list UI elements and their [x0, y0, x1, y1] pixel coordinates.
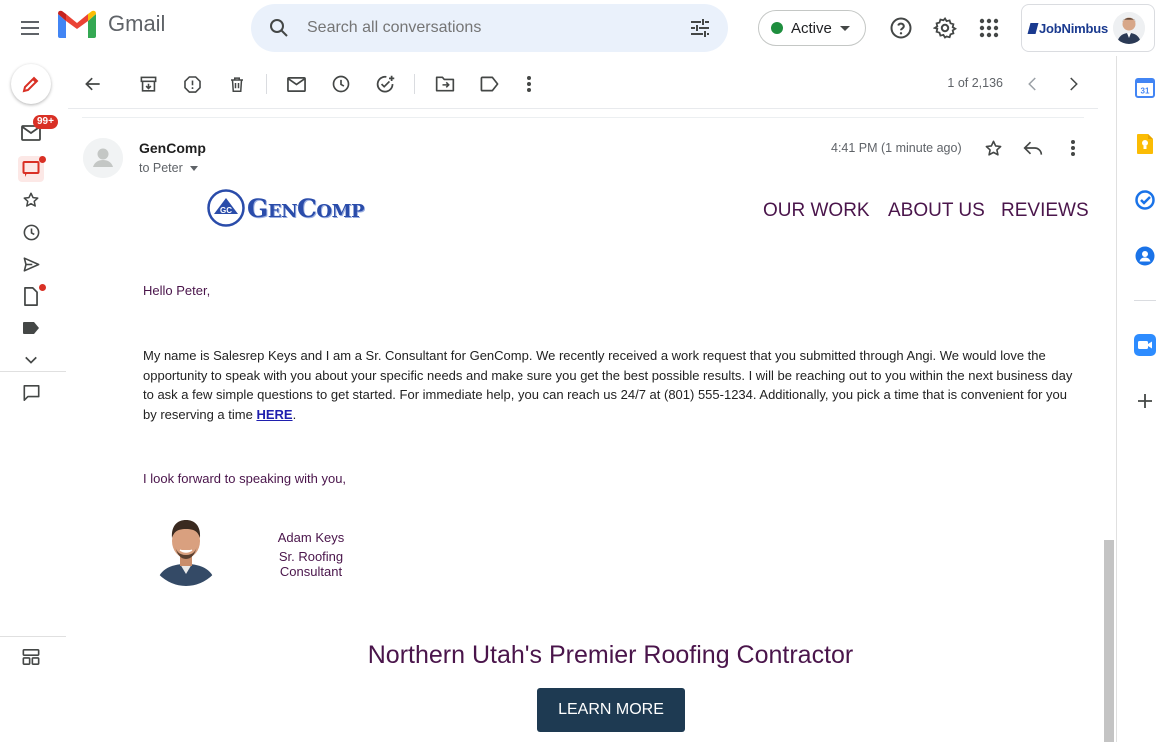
message-timestamp: 4:41 PM (1 minute ago)	[831, 141, 962, 155]
signature-title: Sr. Roofing Consultant	[278, 549, 344, 579]
account-switcher[interactable]	[1021, 4, 1155, 52]
add-to-tasks-button[interactable]	[373, 72, 397, 96]
rail-divider	[0, 636, 66, 637]
chevron-down-icon	[22, 351, 40, 369]
move-to-button[interactable]	[433, 72, 457, 96]
brand-name: GenComp	[247, 193, 365, 223]
side-contacts-button[interactable]	[1134, 245, 1156, 267]
chat-spaces-icon	[22, 160, 40, 178]
labels-button[interactable]	[477, 72, 501, 96]
mark-unread-button[interactable]	[284, 72, 308, 96]
rail-item-apps-panel[interactable]	[19, 645, 43, 669]
keep-notes-icon	[1136, 133, 1154, 155]
status-indicator	[771, 22, 783, 34]
folder-move-icon	[435, 75, 455, 93]
draft-file-icon	[22, 287, 40, 306]
contacts-icon	[1135, 246, 1155, 266]
apps-button[interactable]	[975, 14, 1003, 42]
side-panel-divider	[1134, 300, 1156, 301]
learn-more-button[interactable]: LEARN MORE	[537, 688, 685, 732]
email-tagline: Northern Utah's Premier Roofing Contractor	[367, 641, 854, 669]
more-actions-button[interactable]	[517, 72, 541, 96]
paragraph-end: .	[292, 406, 297, 422]
label-outline-icon	[480, 76, 499, 92]
rail-item-chat[interactable]	[19, 381, 43, 405]
reply-icon	[1023, 139, 1043, 157]
signature-name: Adam Keys	[277, 530, 345, 545]
message-toolbar	[68, 56, 1098, 112]
archive-icon	[139, 75, 158, 94]
email-signoff: I look forward to speaking with you,	[143, 471, 347, 486]
archive-button[interactable]	[136, 72, 160, 96]
side-tasks-button[interactable]	[1134, 189, 1156, 211]
chevron-left-icon	[1024, 75, 1042, 93]
help-button[interactable]	[887, 14, 915, 42]
search-bar[interactable]	[251, 4, 728, 52]
message-divider	[82, 117, 1084, 118]
back-button[interactable]	[81, 72, 105, 96]
scrollbar-thumb[interactable]	[1104, 540, 1114, 742]
notification-dot	[39, 284, 46, 291]
search-input[interactable]	[307, 4, 667, 52]
recipient-details[interactable]	[139, 161, 198, 175]
email-greeting: Hello Peter,	[143, 283, 211, 298]
add-task-icon	[375, 74, 396, 95]
reserve-time-link[interactable]: HERE	[256, 406, 293, 422]
more-vert-icon	[1070, 139, 1076, 157]
newer-button[interactable]	[1021, 72, 1045, 96]
delete-button[interactable]	[225, 72, 249, 96]
side-keep-button[interactable]	[1134, 133, 1156, 155]
clock-icon	[331, 74, 351, 94]
sender-name[interactable]: GenComp	[139, 140, 206, 156]
report-spam-button[interactable]	[180, 72, 204, 96]
caret-down-icon[interactable]	[190, 166, 198, 171]
gmail-m-icon	[58, 10, 96, 38]
side-panel	[1116, 56, 1166, 742]
chat-icon	[22, 384, 41, 402]
mail-icon	[287, 76, 306, 93]
report-icon	[183, 75, 202, 94]
side-add-addon-button[interactable]	[1134, 390, 1156, 412]
status-dropdown[interactable]	[758, 10, 866, 46]
org-logo: JobNimbus	[1029, 21, 1108, 36]
recipient-label: to Peter	[139, 161, 183, 175]
snooze-button[interactable]	[329, 72, 353, 96]
app-name: Gmail	[108, 11, 166, 36]
label-icon	[22, 321, 40, 335]
main-menu-button[interactable]	[14, 12, 46, 44]
hamburger-menu-icon	[18, 16, 42, 40]
star-button[interactable]	[983, 138, 1003, 158]
chevron-right-icon	[1064, 75, 1082, 93]
gmail-logo[interactable]	[58, 10, 165, 38]
search-options-icon[interactable]	[688, 16, 712, 40]
rail-item-sent[interactable]	[19, 252, 43, 276]
notification-dot	[39, 156, 46, 163]
rail-divider	[0, 371, 66, 372]
paragraph-text: My name is Salesrep Keys and I am a Sr. Consultant for GenComp. We recently received a work request that you submitted through Angi. We would love the opportunity to speak with you about your specific needs and make sure you get the best possible results. I will be reaching out to you within the next business day to ask a few simple questions to get started. For immediate help, you can reach us 24/7 at (801) 555-1234. Additionally, you pick a time that is convenient for you by reserving a time	[143, 348, 1073, 422]
top-bar	[0, 0, 1166, 56]
rail-item-snoozed[interactable]	[19, 220, 43, 244]
clock-icon	[22, 223, 41, 242]
search-icon[interactable]	[267, 16, 291, 40]
message-more-button[interactable]	[1063, 138, 1083, 158]
side-zoom-button[interactable]	[1134, 334, 1156, 356]
email-nav-about-us[interactable]: ABOUT US	[888, 200, 985, 221]
apps-grid-icon	[978, 17, 1000, 39]
toolbar-divider	[266, 74, 267, 94]
gencomp-logo[interactable]	[207, 189, 364, 227]
toolbar-divider-line	[68, 108, 1098, 109]
email-nav-reviews[interactable]: REVIEWS	[1001, 200, 1089, 221]
compose-button[interactable]	[11, 64, 51, 104]
sender-avatar[interactable]	[83, 138, 123, 178]
email-paragraph	[143, 346, 1078, 424]
settings-button[interactable]	[931, 14, 959, 42]
rail-item-more[interactable]	[19, 348, 43, 372]
side-calendar-button[interactable]	[1134, 77, 1156, 99]
more-vert-icon	[526, 75, 532, 93]
avatar[interactable]	[1113, 12, 1145, 44]
trash-icon	[228, 75, 246, 94]
send-icon	[22, 255, 41, 274]
inbox-badge: 99+	[33, 115, 58, 129]
signature-photo	[148, 508, 224, 586]
rail-item-labels[interactable]	[19, 316, 43, 340]
plus-icon	[1137, 393, 1153, 409]
rail-item-starred[interactable]	[19, 188, 43, 212]
arrow-left-icon	[83, 74, 103, 94]
email-nav-our-work[interactable]: OUR WORK	[763, 200, 870, 221]
star-icon	[984, 139, 1003, 158]
help-icon	[889, 16, 913, 40]
pagination-count: 1 of 2,136	[947, 76, 1003, 90]
widgets-icon	[22, 648, 40, 666]
reply-button[interactable]	[1023, 138, 1043, 158]
gencomp-emblem-icon	[207, 189, 245, 227]
calendar-day: 31	[1140, 86, 1150, 96]
status-label: Active	[791, 19, 832, 37]
gear-icon	[933, 16, 957, 40]
tasks-icon	[1135, 190, 1155, 210]
caret-down-icon	[840, 26, 850, 31]
pencil-icon	[21, 74, 41, 94]
emblem-text: GC	[220, 206, 232, 215]
calendar-icon	[1135, 78, 1155, 98]
star-icon	[22, 191, 40, 209]
toolbar-divider	[414, 74, 415, 94]
zoom-video-icon	[1134, 334, 1156, 356]
older-button[interactable]	[1061, 72, 1085, 96]
